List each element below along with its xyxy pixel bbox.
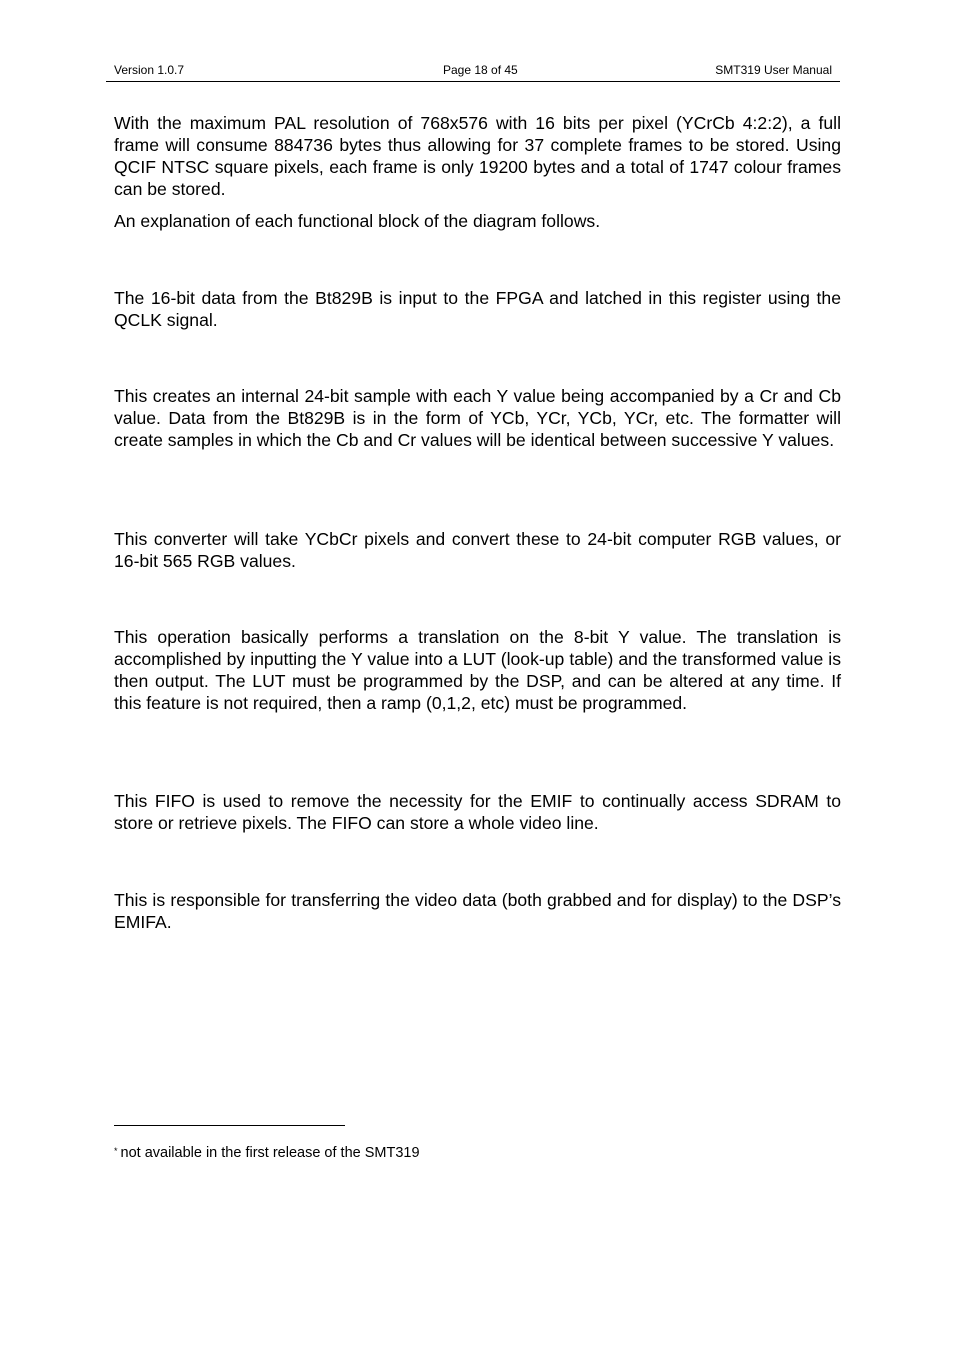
footnote-divider (114, 1125, 345, 1126)
paragraph-pal-resolution: With the maximum PAL resolution of 768x576 with 16 bits per pixel (YCrCb 4:2:2), a full frame will consume 884736 bytes thus allowing for 37 complete frames to be stored. Using QCIF NTSC square pixels, each frame is only 19200 bytes and a total of 1747 colour frames can be stored. (114, 113, 841, 199)
header-version: Version 1.0.7 (114, 63, 185, 77)
paragraph-rgb-converter: This converter will take YCbCr pixels and convert these to 24-bit computer RGB values, or 16-bit 565 RGB values. (114, 529, 841, 571)
paragraph-formatter: This creates an internal 24-bit sample with each Y value being accompanied by a Cr and Cb value. Data from the Bt829B is in the form of YCb, YCr, YCb, YCr, etc. The formatter will create samples in which the Cb and Cr values will be identical between successive Y values. (114, 386, 841, 450)
footnote-marker: * (114, 1146, 118, 1156)
footnote (114, 1144, 420, 1162)
paragraph-explanation-intro: An explanation of each functional block of the diagram follows. (114, 211, 601, 231)
header-divider (106, 81, 840, 82)
header-manual-title: SMT319 User Manual (715, 63, 832, 77)
page-header (114, 62, 832, 78)
paragraph-lut-translation: This operation basically performs a translation on the 8-bit Y value. The translation is accomplished by inputting the Y value into a LUT (look-up table) and the transformed value is then output. The LUT must be programmed by the DSP, and can be altered at any time. If this feature is not required, then a ramp (0,1,2, etc) must be programmed. (114, 627, 841, 713)
paragraph-emif-interface: This is responsible for transferring the video data (both grabbed and for display) to the DSP’s EMIFA. (114, 890, 841, 932)
footnote-text: not available in the first release of the SMT319 (120, 1145, 420, 1161)
paragraph-fifo: This FIFO is used to remove the necessity for the EMIF to continually access SDRAM to store or retrieve pixels. The FIFO can store a whole video line. (114, 791, 841, 833)
header-page-number: Page 18 of 45 (443, 63, 518, 77)
paragraph-input-register: The 16-bit data from the Bt829B is input to the FPGA and latched in this register using the QCLK signal. (114, 288, 841, 330)
